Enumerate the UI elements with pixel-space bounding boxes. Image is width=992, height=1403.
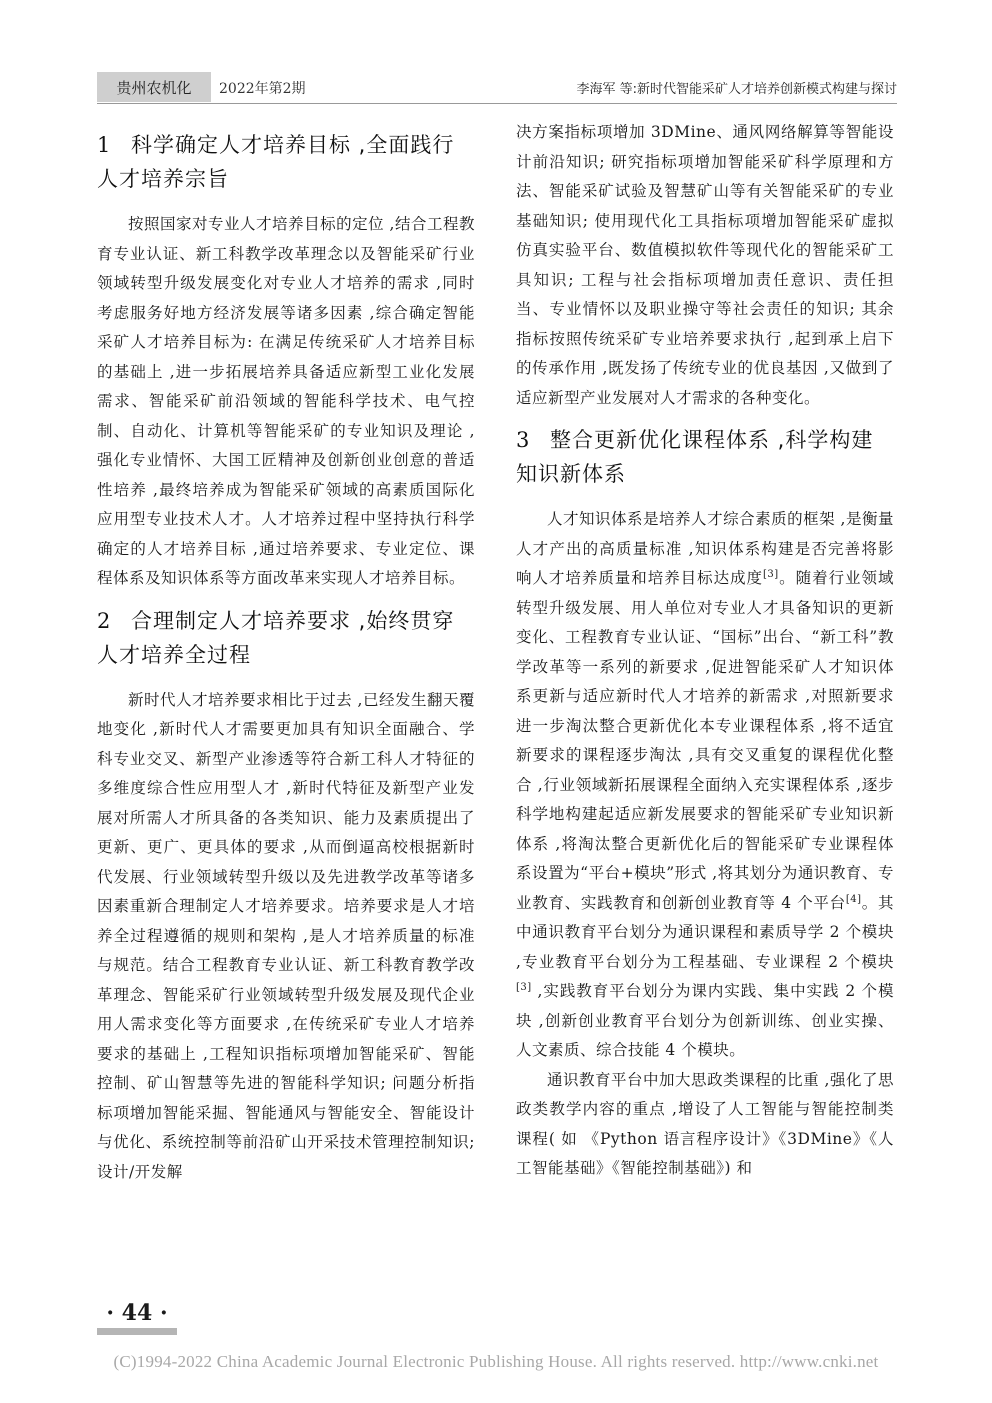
right-column	[516, 118, 894, 1184]
page-header	[97, 72, 897, 102]
section-2-heading: 合理制定人才培养要求 ,始终贯穿人才培养全过程	[97, 608, 455, 667]
section-3-title	[516, 423, 894, 491]
header-rule	[97, 103, 897, 104]
citation: [3]	[763, 568, 779, 580]
section-3-number: 3	[516, 428, 531, 452]
text-run: 人才知识体系是培养人才综合素质的框架 ,是衡量人才产出的高质量标准 ,知识体系构建是否完善将影响人才培养质量和培养目标达成度	[516, 510, 894, 587]
left-column	[97, 118, 475, 1187]
section-1-title	[97, 128, 475, 196]
section-3-paragraph-2: 通识教育平台中加大思政类课程的比重 ,强化了思政类教学内容的重点 ,增设了人工智能与智能控制类课程( 如 《Python 语言程序设计》《3DMine》《人工智能基础》《智能控制基础》) 和	[516, 1070, 894, 1177]
section-2-paragraph: 新时代人才培养要求相比于过去 ,已经发生翻天覆地变化 ,新时代人才需要更加具有知识全面融合、学科专业交叉、新型产业渗透等符合新工科人才特征的多维度综合性应用型人才 ,新时代特征及新型产业发展对所需人才所具备的各类知识、能力及素质提出了更新、更广、更具体的要求 ,从而倒逼高校根据新时代发展、行业领域转型升级以及先进教学改革等诸多因素重新合理制定人才培养要求。培养要求是人才培养全过程遵循的规则和架构 ,是人才培养质量的标准与规范。结合工程教育专业认证、新工科教育教学改革理念、智能采矿行业领域转型升级发展及现代企业用人需求变化等方面要求 ,在传统采矿专业人才培养要求的基础上 ,工程知识指标项增加智能采矿、智能控制、矿山智慧等先进的智能科学知识; 问题分析指标项增加智能采掘、智能通风与智能安全、智能设计与优化、系统控制等前沿矿山开采技术管理控制知识; 设计/开发解	[97, 690, 475, 1181]
section-3-paragraph-1	[516, 505, 894, 1066]
section-1-paragraph: 按照国家对专业人才培养目标的定位 ,结合工程教育专业认证、新工科教学改革理念以及智能采矿行业领域转型升级发展变化对专业人才培养的需求 ,同时考虑服务好地方经济发展等诸多因素 ,综合确定智能采矿人才培养目标为: 在满足传统采矿人才培养目标的基础上 ,进一步拓展培养具备适应新型工业化发展需求、智能采矿前沿领域的智能科学技术、电气控制、自动化、计算机等智能采矿的专业知识及理论 ,强化专业情怀、大国工匠精神及创新创业创意的普适性培养 ,最终培养成为智能采矿领域的高素质国际化应用型专业技术人才。人才培养过程中坚持执行科学确定的人才培养目标 ,通过培养要求、专业定位、课程体系及知识体系等方面改革来实现人才培养目标。	[97, 215, 475, 587]
text-run: ,实践教育平台划分为课内实践、集中实践 2 个模块 ,创新创业教育平台划分为创新训练、创业实操、人文素质、综合技能 4 个模块。	[516, 982, 894, 1059]
section-2-paragraph-continued: 决方案指标项增加 3DMine、通风网络解算等智能设计前沿知识; 研究指标项增加智能采矿科学原理和方法、智能采矿试验及智慧矿山等有关智能采矿的专业基础知识; 使用现代化工具指标项增加智能采矿虚拟仿真实验平台、数值模拟软件等现代化的智能采矿工具知识; 工程与社会指标项增加责任意识、责任担当、专业情怀以及职业操守等社会责任的知识; 其余指标按照传统采矿专业培养要求执行 ,起到承上启下的传承作用 ,既发扬了传统专业的优良基因 ,又做到了适应新型产业发展对人才需求的各种变化。	[516, 123, 894, 407]
citation: [4]	[845, 893, 862, 905]
running-title: 李海军 等:新时代智能采矿人才培养创新模式构建与探讨	[576, 82, 897, 97]
section-1-heading: 科学确定人才培养目标 ,全面践行人才培养宗旨	[97, 133, 455, 191]
text-run: 。其中通识教育平台划分为通识课程和素质导学 2 个模块 ,专业教育平台划分为工程基础、专业课程 2 个模块	[516, 893, 894, 971]
section-2-title	[97, 604, 475, 672]
section-3-heading: 整合更新优化课程体系 ,科学构建知识新体系	[516, 428, 874, 486]
copyright-footer: (C)1994-2022 China Academic Journal Electronic Publishing House. All rights reserved. http://www.cnki.net	[113, 1352, 879, 1371]
journal-name: 贵州农机化	[97, 72, 211, 102]
page-number: · 44 ·	[106, 1300, 168, 1326]
issue-label: 2022年第2期	[219, 81, 306, 97]
section-2-number: 2	[97, 608, 112, 633]
section-1-number: 1	[97, 133, 112, 157]
citation: [3]	[516, 981, 532, 993]
page-number-bar	[97, 1328, 177, 1335]
text-run: 。随着行业领域转型升级发展、用人单位对专业人才具备知识的更新变化、工程教育专业认证、“国标”出台、“新工科”教学改革等一系列的新要求 ,促进智能采矿人才知识体系更新与适应新时代人才培养的新需求 ,对照新要求进一步淘汰整合更新优化本专业课程体系 ,将不适宜新要求的课程逐步淘汰 ,具有交叉重复的课程优化整合 ,行业领域新拓展课程全面纳入充实课程体系 ,逐步科学地构建起适应新发展要求的智能采矿专业知识新体系 ,将淘汰整合更新优化后的智能采矿专业课程体系设置为“平台+模块”形式 ,将其划分为通识教育、专业教育、实践教育和创新创业教育等 4 个平台	[516, 569, 894, 912]
